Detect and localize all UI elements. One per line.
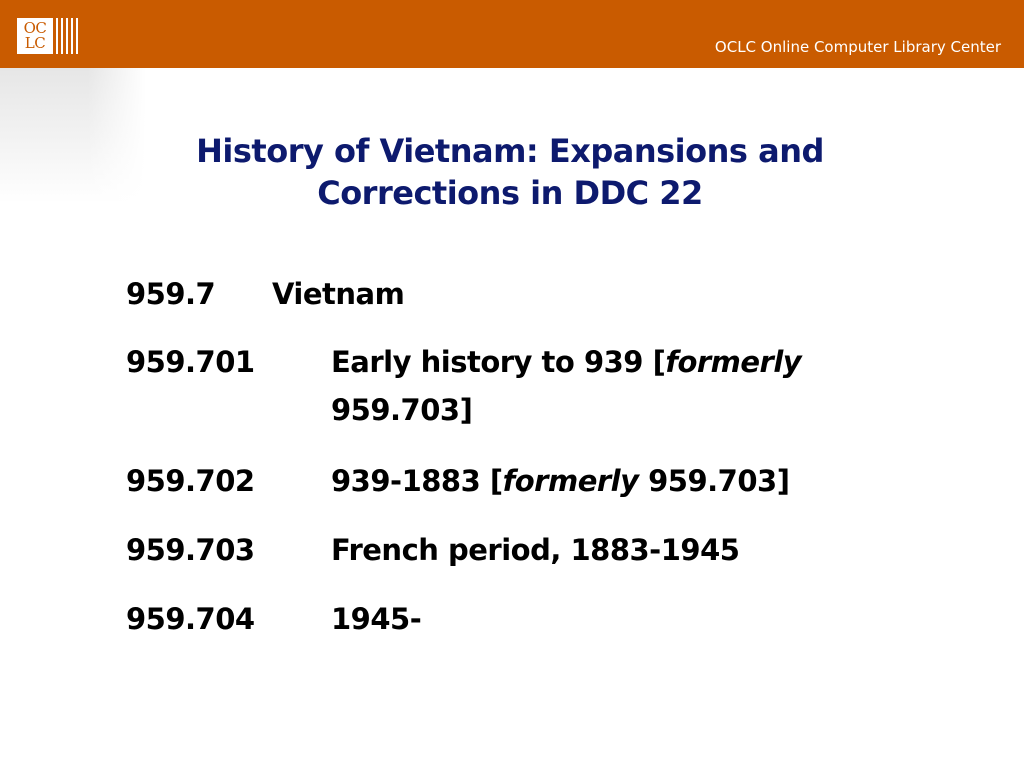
header-bar [0, 0, 1024, 68]
caption-text: 939-1883 [ [331, 464, 503, 498]
oclc-logo [17, 17, 81, 55]
class-caption [331, 457, 871, 505]
caption-italic: formerly [502, 464, 639, 498]
slide-title-line2: Corrections in DDC 22 [317, 174, 703, 212]
caption-text-cont: 959.703] [331, 393, 473, 427]
class-number: 959.701 [126, 345, 255, 379]
caption-text-cont: 959.703] [638, 464, 790, 498]
caption-italic: formerly [665, 345, 802, 379]
class-caption: French period, 1883-1945 [331, 533, 740, 567]
class-number: 959.702 [126, 464, 255, 498]
logo-text-line1: OC [23, 19, 47, 37]
slide-title [140, 130, 880, 214]
class-number: 959.704 [126, 602, 255, 636]
logo-text-line2: LC [24, 34, 46, 52]
class-number: 959.7 [126, 277, 216, 311]
oclc-logo-mark [17, 18, 53, 54]
organization-name: OCLC Online Computer Library Center [714, 38, 1001, 56]
logo-bars-icon [56, 18, 81, 54]
decorative-side-gradient [0, 68, 146, 203]
slide-title-line1: History of Vietnam: Expansions and [196, 132, 824, 170]
class-caption: 1945- [331, 602, 422, 636]
class-caption: Vietnam [272, 277, 405, 311]
class-caption [331, 338, 871, 434]
class-number: 959.703 [126, 533, 255, 567]
caption-text: Early history to 939 [ [331, 345, 666, 379]
